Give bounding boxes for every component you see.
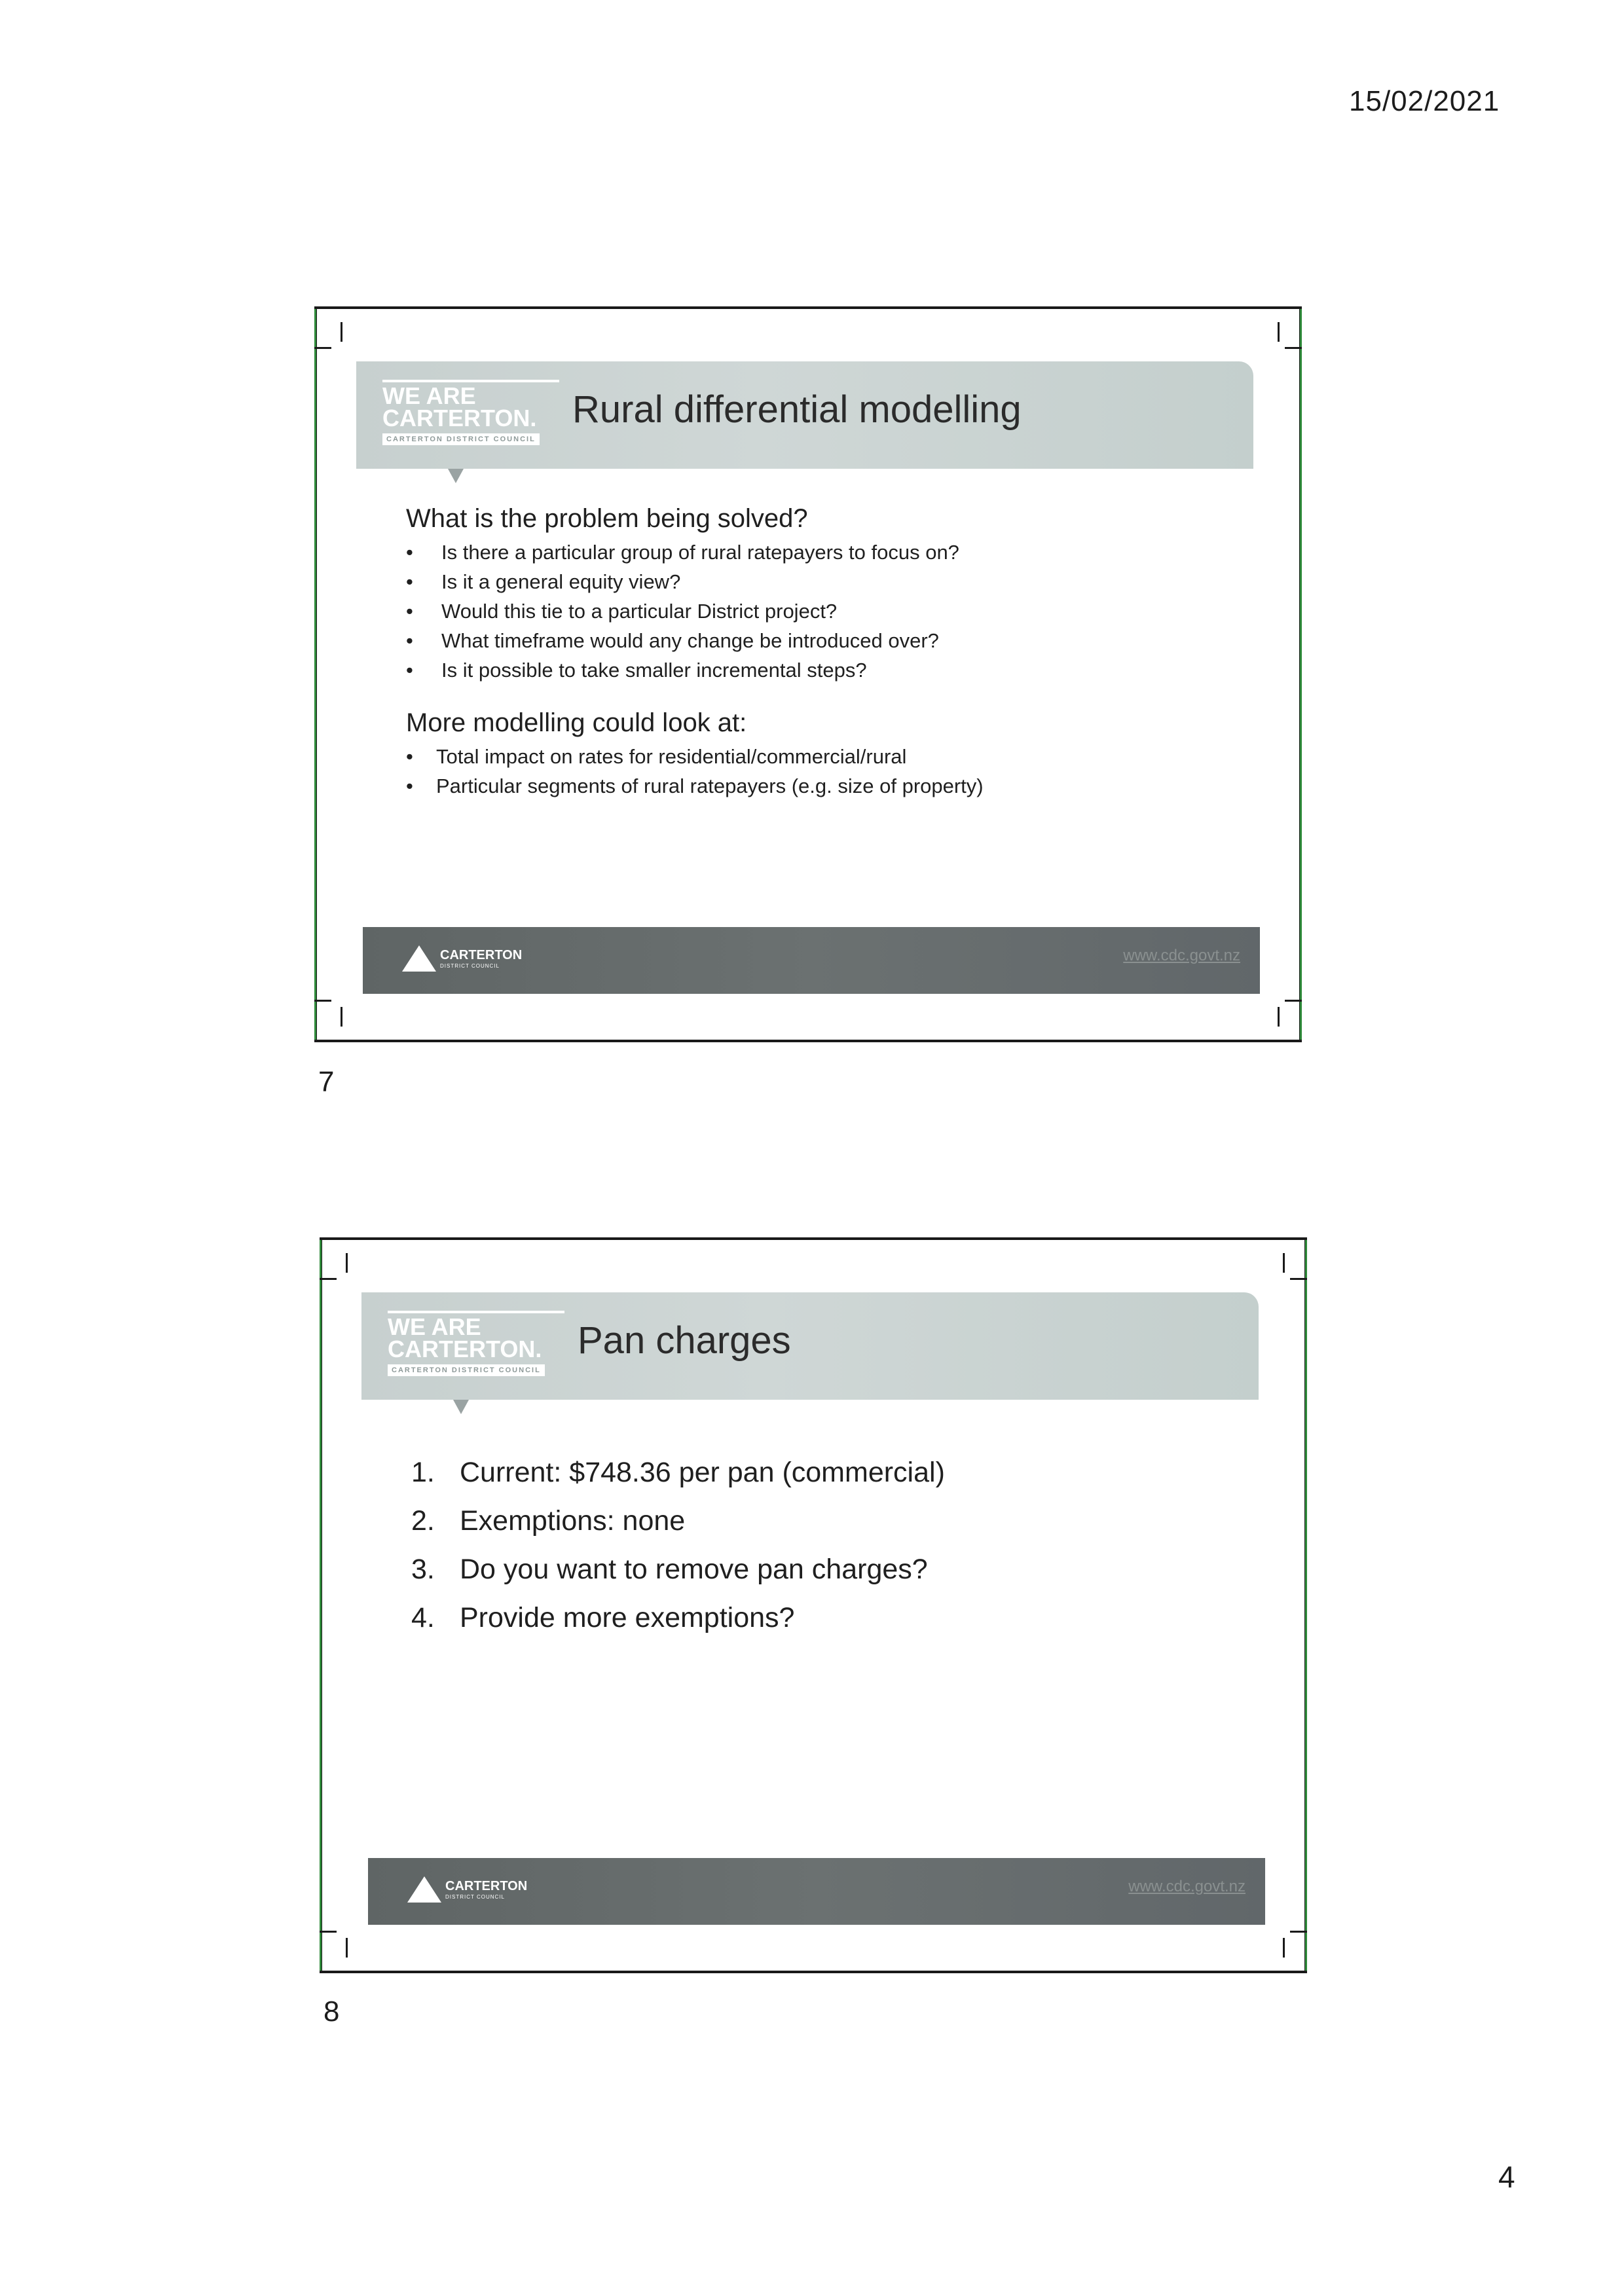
bullet-item: • Would this tie to a particular District project? bbox=[406, 596, 984, 626]
crop-mark bbox=[320, 1931, 337, 1933]
list-item bbox=[411, 1594, 945, 1642]
list-item-number: 3. bbox=[411, 1554, 435, 1585]
crop-mark bbox=[1278, 1007, 1280, 1027]
slide-right-rule bbox=[1300, 309, 1302, 1040]
crop-mark bbox=[320, 1278, 337, 1280]
crop-mark bbox=[341, 322, 342, 342]
header-pointer bbox=[453, 1400, 469, 1414]
bullet-item: • Is it a general equity view? bbox=[406, 567, 984, 596]
logo-line-1: WE ARE bbox=[382, 382, 476, 409]
page-date: 15/02/2021 bbox=[1349, 85, 1500, 117]
we-are-carterton-logo bbox=[388, 1311, 564, 1376]
page-number: 4 bbox=[1498, 2160, 1515, 2194]
slide-title: Rural differential modelling bbox=[572, 388, 1022, 431]
crop-mark bbox=[346, 1938, 348, 1958]
slide-header bbox=[356, 361, 1253, 469]
numbered-list bbox=[411, 1448, 945, 1642]
slide-left-rule bbox=[320, 1240, 322, 1971]
logo-line-2: CARTERTON. bbox=[382, 405, 537, 431]
crop-mark bbox=[1283, 1253, 1285, 1273]
list-item-text: Do you want to remove pan charges? bbox=[460, 1554, 928, 1585]
list-item bbox=[411, 1497, 945, 1545]
crop-mark bbox=[1290, 1931, 1307, 1933]
slide-number: 8 bbox=[323, 1995, 340, 2028]
list-item-text: Provide more exemptions? bbox=[460, 1602, 795, 1633]
logo-subtitle: CARTERTON DISTRICT COUNCIL bbox=[382, 433, 540, 445]
list-item-text: Exemptions: none bbox=[460, 1505, 686, 1537]
list-item-text: Current: $748.36 per pan (commercial) bbox=[460, 1457, 945, 1488]
crop-mark bbox=[346, 1253, 348, 1273]
bullet-list bbox=[406, 742, 984, 801]
section-heading: What is the problem being solved? bbox=[406, 504, 808, 533]
crop-mark bbox=[1290, 1278, 1307, 1280]
slide-content bbox=[411, 1448, 945, 1642]
header-pointer bbox=[448, 469, 464, 483]
slide-header bbox=[361, 1292, 1259, 1400]
slide-number: 7 bbox=[318, 1066, 335, 1098]
bullet-item: • Is it possible to take smaller incremental steps? bbox=[406, 655, 984, 685]
crop-mark bbox=[1285, 1000, 1302, 1002]
crop-mark bbox=[341, 1007, 342, 1027]
list-item bbox=[411, 1448, 945, 1497]
footer-logo-subtitle: DISTRICT COUNCIL bbox=[440, 963, 500, 969]
footer-logo-text: CARTERTON bbox=[445, 1879, 528, 1893]
mountain-icon bbox=[402, 945, 436, 972]
logo-line-2: CARTERTON. bbox=[388, 1336, 542, 1362]
slide-footer bbox=[363, 927, 1260, 994]
slide-left-rule bbox=[314, 309, 316, 1040]
bullet-item: • Total impact on rates for residential/commercial/rural bbox=[406, 742, 984, 771]
crop-mark bbox=[1278, 322, 1280, 342]
slide-title: Pan charges bbox=[578, 1319, 791, 1362]
footer-logo-subtitle: DISTRICT COUNCIL bbox=[445, 1894, 505, 1900]
crop-mark bbox=[314, 347, 331, 349]
list-item-number: 1. bbox=[411, 1457, 435, 1488]
footer-url: www.cdc.govt.nz bbox=[1123, 947, 1240, 964]
footer-url: www.cdc.govt.nz bbox=[1128, 1878, 1246, 1895]
bullet-list bbox=[406, 538, 984, 685]
crop-mark bbox=[1285, 347, 1302, 349]
crop-mark bbox=[1283, 1938, 1285, 1958]
slide-footer bbox=[368, 1858, 1265, 1925]
carterton-footer-logo bbox=[402, 945, 522, 972]
slide-content bbox=[406, 504, 984, 824]
bullet-item: • Particular segments of rural ratepayers (e.g. size of property) bbox=[406, 771, 984, 801]
slide-7 bbox=[314, 306, 1302, 1042]
list-item-number: 2. bbox=[411, 1505, 435, 1537]
carterton-footer-logo bbox=[407, 1876, 527, 1903]
mountain-icon bbox=[407, 1876, 441, 1903]
bullet-item: • Is there a particular group of rural ratepayers to focus on? bbox=[406, 538, 984, 567]
section-heading: More modelling could look at: bbox=[406, 708, 747, 737]
list-item-number: 4. bbox=[411, 1602, 435, 1633]
list-item bbox=[411, 1545, 945, 1594]
slide-8 bbox=[320, 1237, 1307, 1973]
slide-right-rule bbox=[1305, 1240, 1307, 1971]
we-are-carterton-logo bbox=[382, 380, 559, 445]
logo-line-1: WE ARE bbox=[388, 1313, 481, 1340]
logo-subtitle: CARTERTON DISTRICT COUNCIL bbox=[388, 1364, 545, 1376]
crop-mark bbox=[314, 1000, 331, 1002]
footer-logo-text: CARTERTON bbox=[440, 948, 523, 962]
bullet-item: • What timeframe would any change be introduced over? bbox=[406, 626, 984, 655]
